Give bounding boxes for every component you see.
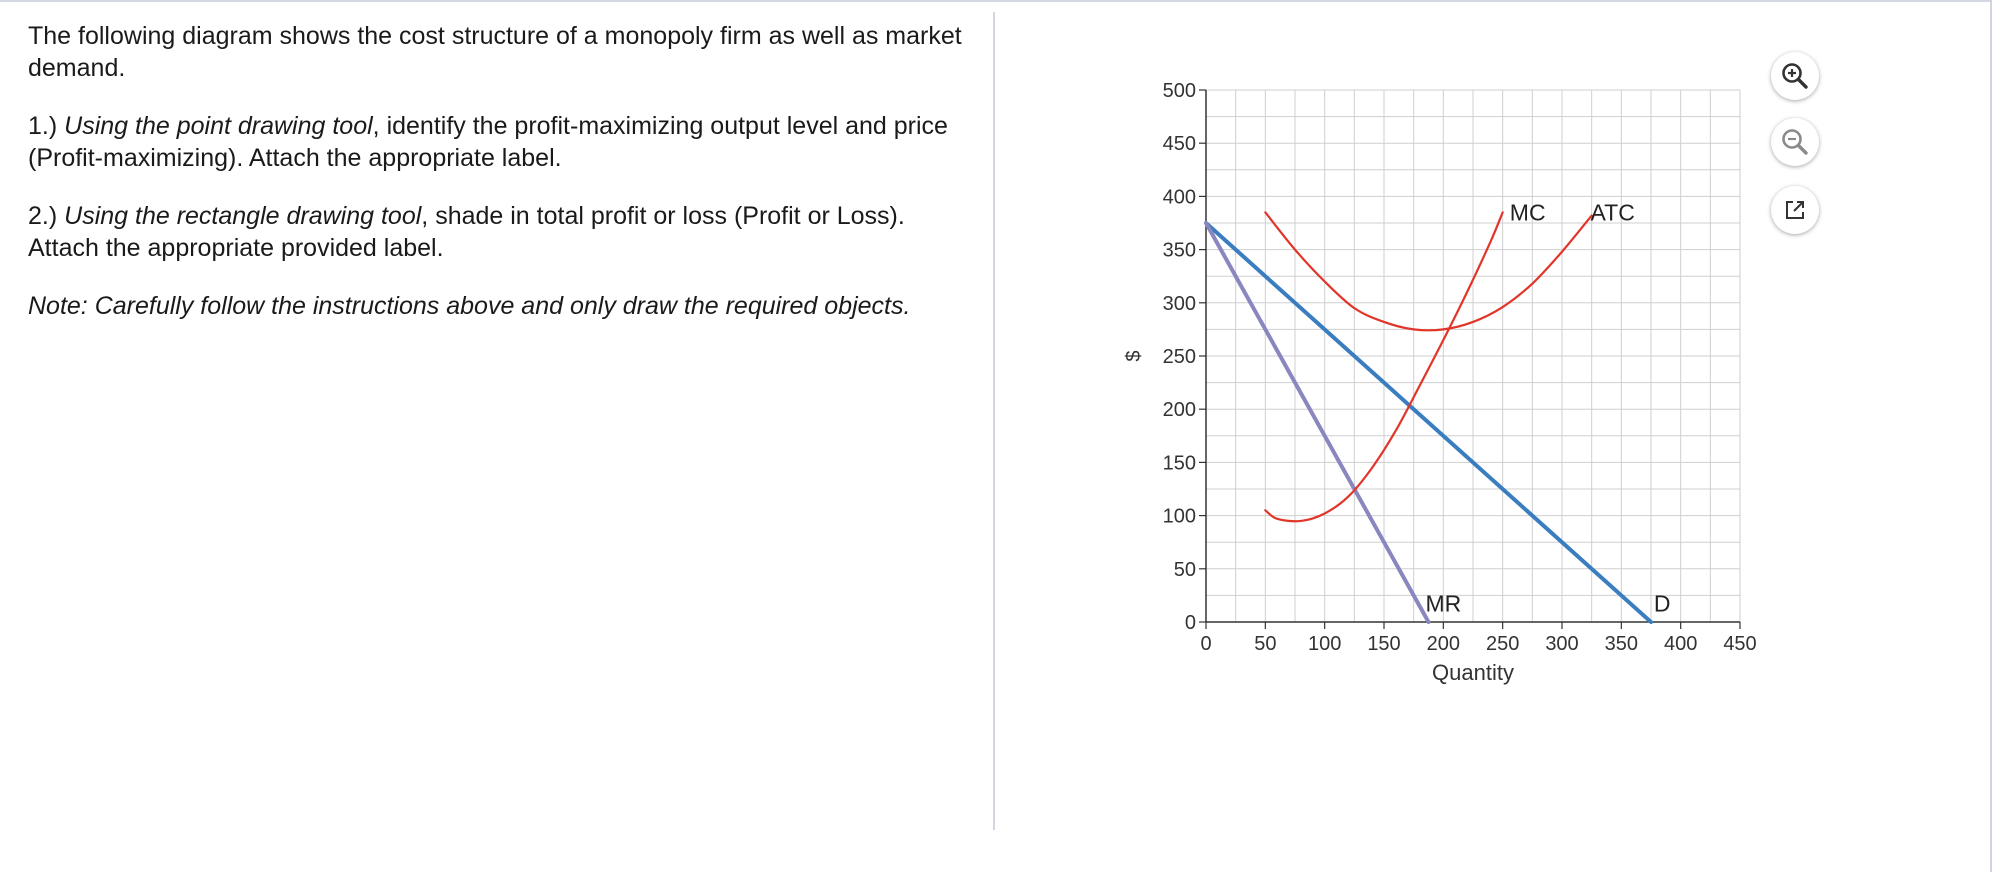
step-2 xyxy=(28,200,978,264)
pane-divider[interactable] xyxy=(993,12,995,830)
x-tick-label: 150 xyxy=(1367,633,1401,655)
open-external-icon xyxy=(1782,197,1808,223)
y-tick-label: 400 xyxy=(1162,186,1196,209)
y-tick-label: 450 xyxy=(1162,133,1196,156)
step-2-emphasis: Using the rectangle drawing tool xyxy=(64,202,422,230)
x-tick-label: 350 xyxy=(1604,633,1639,655)
x-tick-label: 250 xyxy=(1485,633,1520,655)
y-tick-label: 200 xyxy=(1162,399,1196,422)
series-d-label: D xyxy=(1653,590,1671,617)
grid-layer xyxy=(1206,90,1740,622)
x-tick-label: 0 xyxy=(1200,633,1212,655)
x-tick-label: 400 xyxy=(1663,633,1698,655)
note-text: Note: Carefully follow the instructions above and only draw the required objects. xyxy=(28,292,911,320)
open-external-button[interactable] xyxy=(1771,186,1819,234)
step-1 xyxy=(28,110,978,174)
series-mr-curve[interactable] xyxy=(1206,223,1429,622)
step-2-number: 2.) xyxy=(28,202,58,230)
y-tick-label: 50 xyxy=(1173,558,1196,581)
series-mr-label: MR xyxy=(1425,590,1462,617)
x-tick-label: 450 xyxy=(1723,633,1757,655)
y-tick-label: 0 xyxy=(1184,612,1196,634)
instructions-panel xyxy=(28,20,978,348)
x-tick-label: 300 xyxy=(1545,633,1579,655)
series-mc-label: MC xyxy=(1509,199,1546,226)
series-atc-curve[interactable] xyxy=(1265,212,1591,330)
step-1-emphasis: Using the point drawing tool xyxy=(64,112,373,140)
x-tick-label: 100 xyxy=(1307,633,1342,655)
intro-text: The following diagram shows the cost structure of a monopoly firm as well as market demand. xyxy=(28,22,962,82)
y-tick-label: 250 xyxy=(1162,346,1196,368)
x-axis-title: Quantity xyxy=(1432,660,1514,685)
series-layer[interactable] xyxy=(1206,212,1651,622)
zoom-in-button[interactable] xyxy=(1771,52,1819,100)
y-tick-label: 150 xyxy=(1162,452,1196,475)
step-1-text: , identify the profit-maximizing output level and price (Profit-maximizing). Attach the appropriate label. xyxy=(28,112,948,172)
top-border xyxy=(0,0,1992,2)
y-tick-label: 300 xyxy=(1162,292,1196,315)
y-axis-title: $ xyxy=(1123,350,1145,362)
y-tick-label: 500 xyxy=(1162,80,1196,102)
y-tick-label: 100 xyxy=(1162,505,1196,528)
step-1-number: 1.) xyxy=(28,112,58,140)
x-tick-label: 50 xyxy=(1254,633,1277,655)
monopoly-graph[interactable] xyxy=(1100,60,1780,700)
y-tick-label: 350 xyxy=(1162,239,1196,262)
zoom-out-button[interactable] xyxy=(1771,118,1819,166)
x-tick-label: 200 xyxy=(1426,633,1461,655)
zoom-in-icon xyxy=(1780,61,1810,91)
step-2-text: , shade in total profit or loss (Profit or Loss). Attach the appropriate provided label. xyxy=(28,202,905,262)
series-atc-label: ATC xyxy=(1590,199,1635,226)
series-d-curve[interactable] xyxy=(1206,223,1651,622)
zoom-out-icon xyxy=(1780,127,1810,157)
